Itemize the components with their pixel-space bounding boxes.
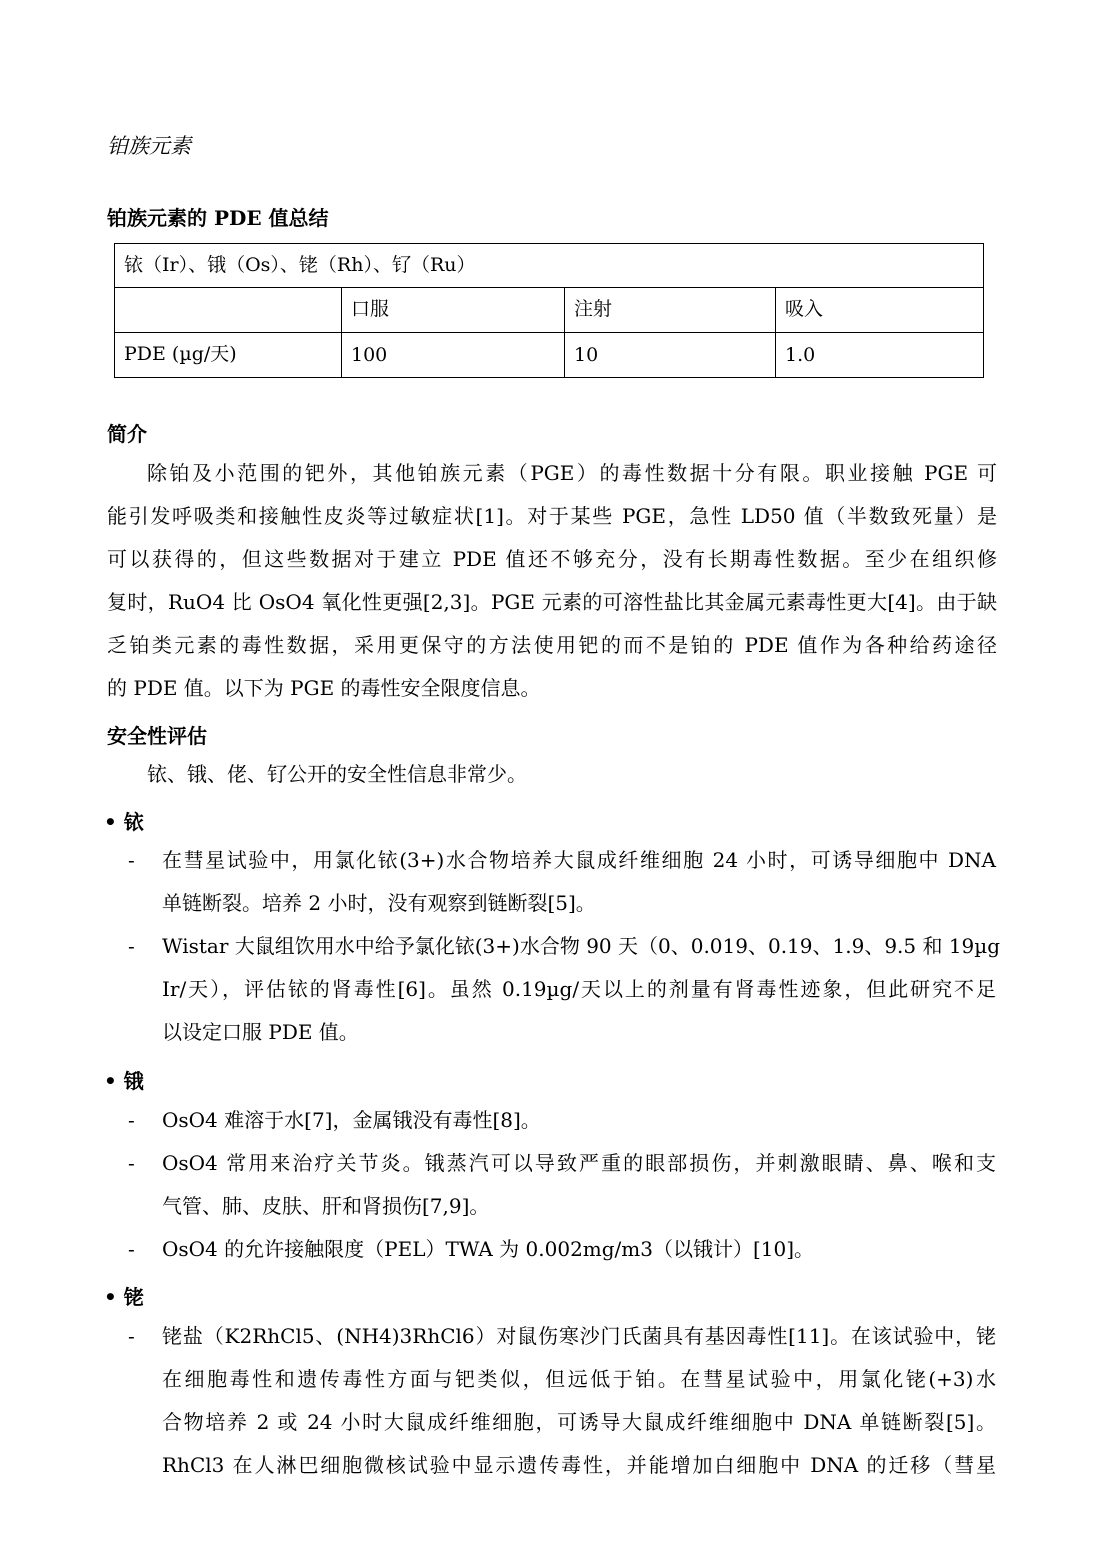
bullet-rhodium: • 铑 (104, 1285, 144, 1309)
safety-intro (107, 753, 997, 796)
value-inhalation: 1.0 (776, 333, 984, 378)
table-row (115, 244, 984, 288)
paragraph-line: 乏铂类元素的毒性数据，采用更保守的方法使用钯的而不是铂的 PDE 值作为各种给药途径 (107, 633, 997, 657)
paragraph-line: 可以获得的，但这些数据对于建立 PDE 值还不够充分，没有长期毒性数据。至少在组织修 (107, 547, 997, 571)
section-title: 铂族元素 (107, 134, 191, 158)
row-label: PDE (µg/天) (115, 333, 342, 378)
list-item (162, 1228, 996, 1271)
bullet-iridium: • 铱 (104, 810, 144, 834)
list-item (162, 925, 1001, 1054)
item-line: OsO4 难溶于水[7]，金属锇没有毒性[8]。 (162, 1108, 541, 1132)
table-row (115, 288, 984, 333)
item-line: RhCl3 在人淋巴细胞微核试验中显示遗传毒性，并能增加白细胞中 DNA 的迁移（彗星 (162, 1453, 996, 1477)
item-line: Ir/天），评估铱的肾毒性[6]。虽然 0.19µg/天以上的剂量有肾毒性迹象，但此研究不足 (162, 977, 996, 1001)
list-item (162, 1099, 996, 1142)
item-line: Wistar 大鼠组饮用水中给予氯化铱(3+)水合物 90 天（0、0.019、0.19、1.9、9.5 和 19µg (162, 934, 1001, 958)
table-title: 铂族元素的 PDE 值总结 (107, 206, 329, 230)
paragraph-line: 除铂及小范围的钯外，其他铂族元素（PGE）的毒性数据十分有限。职业接触 PGE 可 (147, 461, 997, 485)
pde-summary-table (114, 243, 984, 378)
item-line: 以设定口服 PDE 值。 (162, 1020, 359, 1044)
table-cell (115, 288, 342, 333)
item-line: 在彗星试验中，用氯化铱(3+)水合物培养大鼠成纤维细胞 24 小时，可诱导细胞中 DNA (162, 848, 996, 872)
column-injection: 注射 (565, 288, 776, 333)
table-header-cell: 铱（Ir）、锇（Os）、铑（Rh）、钌（Ru） (115, 244, 984, 288)
list-item (162, 1315, 996, 1487)
paragraph-line: 的 PDE 值。以下为 PGE 的毒性安全限度信息。 (107, 676, 541, 700)
bullet-osmium: • 锇 (104, 1069, 144, 1093)
value-injection: 10 (565, 333, 776, 378)
dash-marker: - (128, 934, 135, 958)
dash-marker: - (128, 1151, 135, 1175)
list-item (162, 839, 996, 925)
item-line: OsO4 常用来治疗关节炎。锇蒸汽可以导致严重的眼部损伤，并刺激眼睛、鼻、喉和支 (162, 1151, 996, 1175)
value-oral: 100 (342, 333, 565, 378)
table-row (115, 333, 984, 378)
dash-marker: - (128, 848, 135, 872)
item-line: 在细胞毒性和遗传毒性方面与钯类似，但远低于铂。在彗星试验中，用氯化铑(+3)水 (162, 1367, 996, 1391)
safety-heading: 安全性评估 (107, 724, 207, 748)
paragraph-line: 铱、锇、佬、钌公开的安全性信息非常少。 (147, 762, 527, 786)
intro-paragraph (107, 452, 997, 710)
column-inhalation: 吸入 (776, 288, 984, 333)
dash-marker: - (128, 1108, 135, 1132)
intro-heading: 简介 (107, 422, 147, 446)
item-line: OsO4 的允许接触限度（PEL）TWA 为 0.002mg/m3（以锇计）[10]。 (162, 1237, 815, 1261)
item-line: 气管、肺、皮肤、肝和肾损伤[7,9]。 (162, 1194, 490, 1218)
list-item (162, 1142, 996, 1228)
item-line: 单链断裂。培养 2 小时，没有观察到链断裂[5]。 (162, 891, 596, 915)
paragraph-line: 复时，RuO4 比 OsO4 氧化性更强[2,3]。PGE 元素的可溶性盐比其金属元素毒性更大[4]。由于缺 (107, 590, 997, 614)
paragraph-line: 能引发呼吸类和接触性皮炎等过敏症状[1]。对于某些 PGE，急性 LD50 值（半数致死量）是 (107, 504, 997, 528)
dash-marker: - (128, 1237, 135, 1261)
dash-marker: - (128, 1324, 135, 1348)
column-oral: 口服 (342, 288, 565, 333)
item-line: 合物培养 2 或 24 小时大鼠成纤维细胞，可诱导大鼠成纤维细胞中 DNA 单链断裂[5]。 (162, 1410, 996, 1434)
item-line: 铑盐（K2RhCl5、(NH4)3RhCl6）对鼠伤寒沙门氏菌具有基因毒性[11]。在该试验中，铑 (162, 1324, 996, 1348)
